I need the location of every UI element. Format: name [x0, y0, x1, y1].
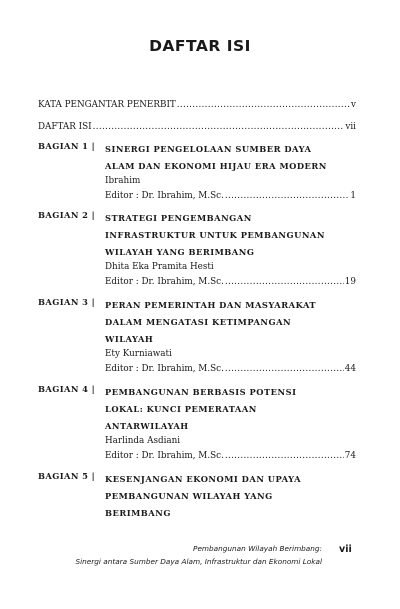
section-editor-line [105, 277, 356, 287]
section-title: SINERGI PENGELOLAAN SUMBER DAYA ALAM DAN EKONOMI HIJAU ERA MODERN [105, 144, 327, 171]
dot-leader [225, 364, 344, 374]
section-title: PEMBANGUNAN BERBASIS POTENSI LOKAL: KUNCI PEMERATAAN ANTARWILAYAH [105, 387, 297, 431]
section-title: STRATEGI PENGEMBANGAN INFRASTRUKTUR UNTUK PEMBANGUNAN WILAYAH YANG BERIMBANG [105, 213, 325, 257]
section-label: BAGIAN 2 | [38, 210, 96, 220]
toc-entry-label: KATA PENGANTAR PENERBIT [38, 100, 176, 110]
section-editor-line [105, 191, 356, 201]
section-editor: Editor : Dr. Ibrahim, M.Sc. [105, 451, 224, 461]
toc-entry-label: DAFTAR ISI [38, 122, 92, 132]
section-editor: Editor : Dr. Ibrahim, M.Sc. [105, 191, 224, 201]
section-author: Harlinda Asdiani [105, 436, 181, 446]
section-editor: Editor : Dr. Ibrahim, M.Sc. [105, 277, 224, 287]
section-author: Ibrahim [105, 176, 141, 186]
dot-leader [225, 451, 344, 461]
dot-leader [225, 191, 350, 201]
section-label: BAGIAN 5 | [38, 471, 96, 481]
toc-page-number: 19 [344, 277, 356, 287]
section-editor: Editor : Dr. Ibrahim, M.Sc. [105, 364, 224, 374]
toc-page-number: 44 [344, 364, 356, 374]
toc-entry-kata-pengantar[interactable] [38, 100, 356, 110]
page-title: DAFTAR ISI [149, 37, 251, 55]
section-title: PERAN PEMERINTAH DAN MASYARAKAT DALAM MENGATASI KETIMPANGAN WILAYAH [105, 300, 317, 344]
section-label: BAGIAN 3 | [38, 297, 96, 307]
dot-leader [93, 122, 345, 132]
toc-page-number: 74 [344, 451, 356, 461]
section-editor-line [105, 451, 356, 461]
dot-leader [225, 277, 344, 287]
toc-page-number: vii [345, 122, 356, 132]
section-editor-line [105, 364, 356, 374]
dot-leader [177, 100, 350, 110]
section-author: Ety Kurniawati [105, 349, 172, 359]
page-number: vii [339, 544, 352, 555]
section-label: BAGIAN 4 | [38, 384, 96, 394]
section-title: KESENJANGAN EKONOMI DAN UPAYA PEMBANGUNAN WILAYAH YANG BERIMBANG [105, 474, 302, 518]
running-footer [76, 543, 323, 568]
section-label: BAGIAN 1 | [38, 141, 96, 151]
footer-book-subtitle: Sinergi antara Sumber Daya Alam, Infrastruktur dan Ekonomi Lokal [75, 556, 322, 566]
toc-entry-daftar-isi[interactable] [38, 122, 356, 132]
footer-book-title: Pembangunan Wilayah Berimbang: [193, 544, 322, 553]
section-author: Dhita Eka Pramita Hesti [105, 262, 214, 272]
toc-page-number: v [351, 100, 356, 110]
toc-page-number: 1 [350, 191, 356, 201]
